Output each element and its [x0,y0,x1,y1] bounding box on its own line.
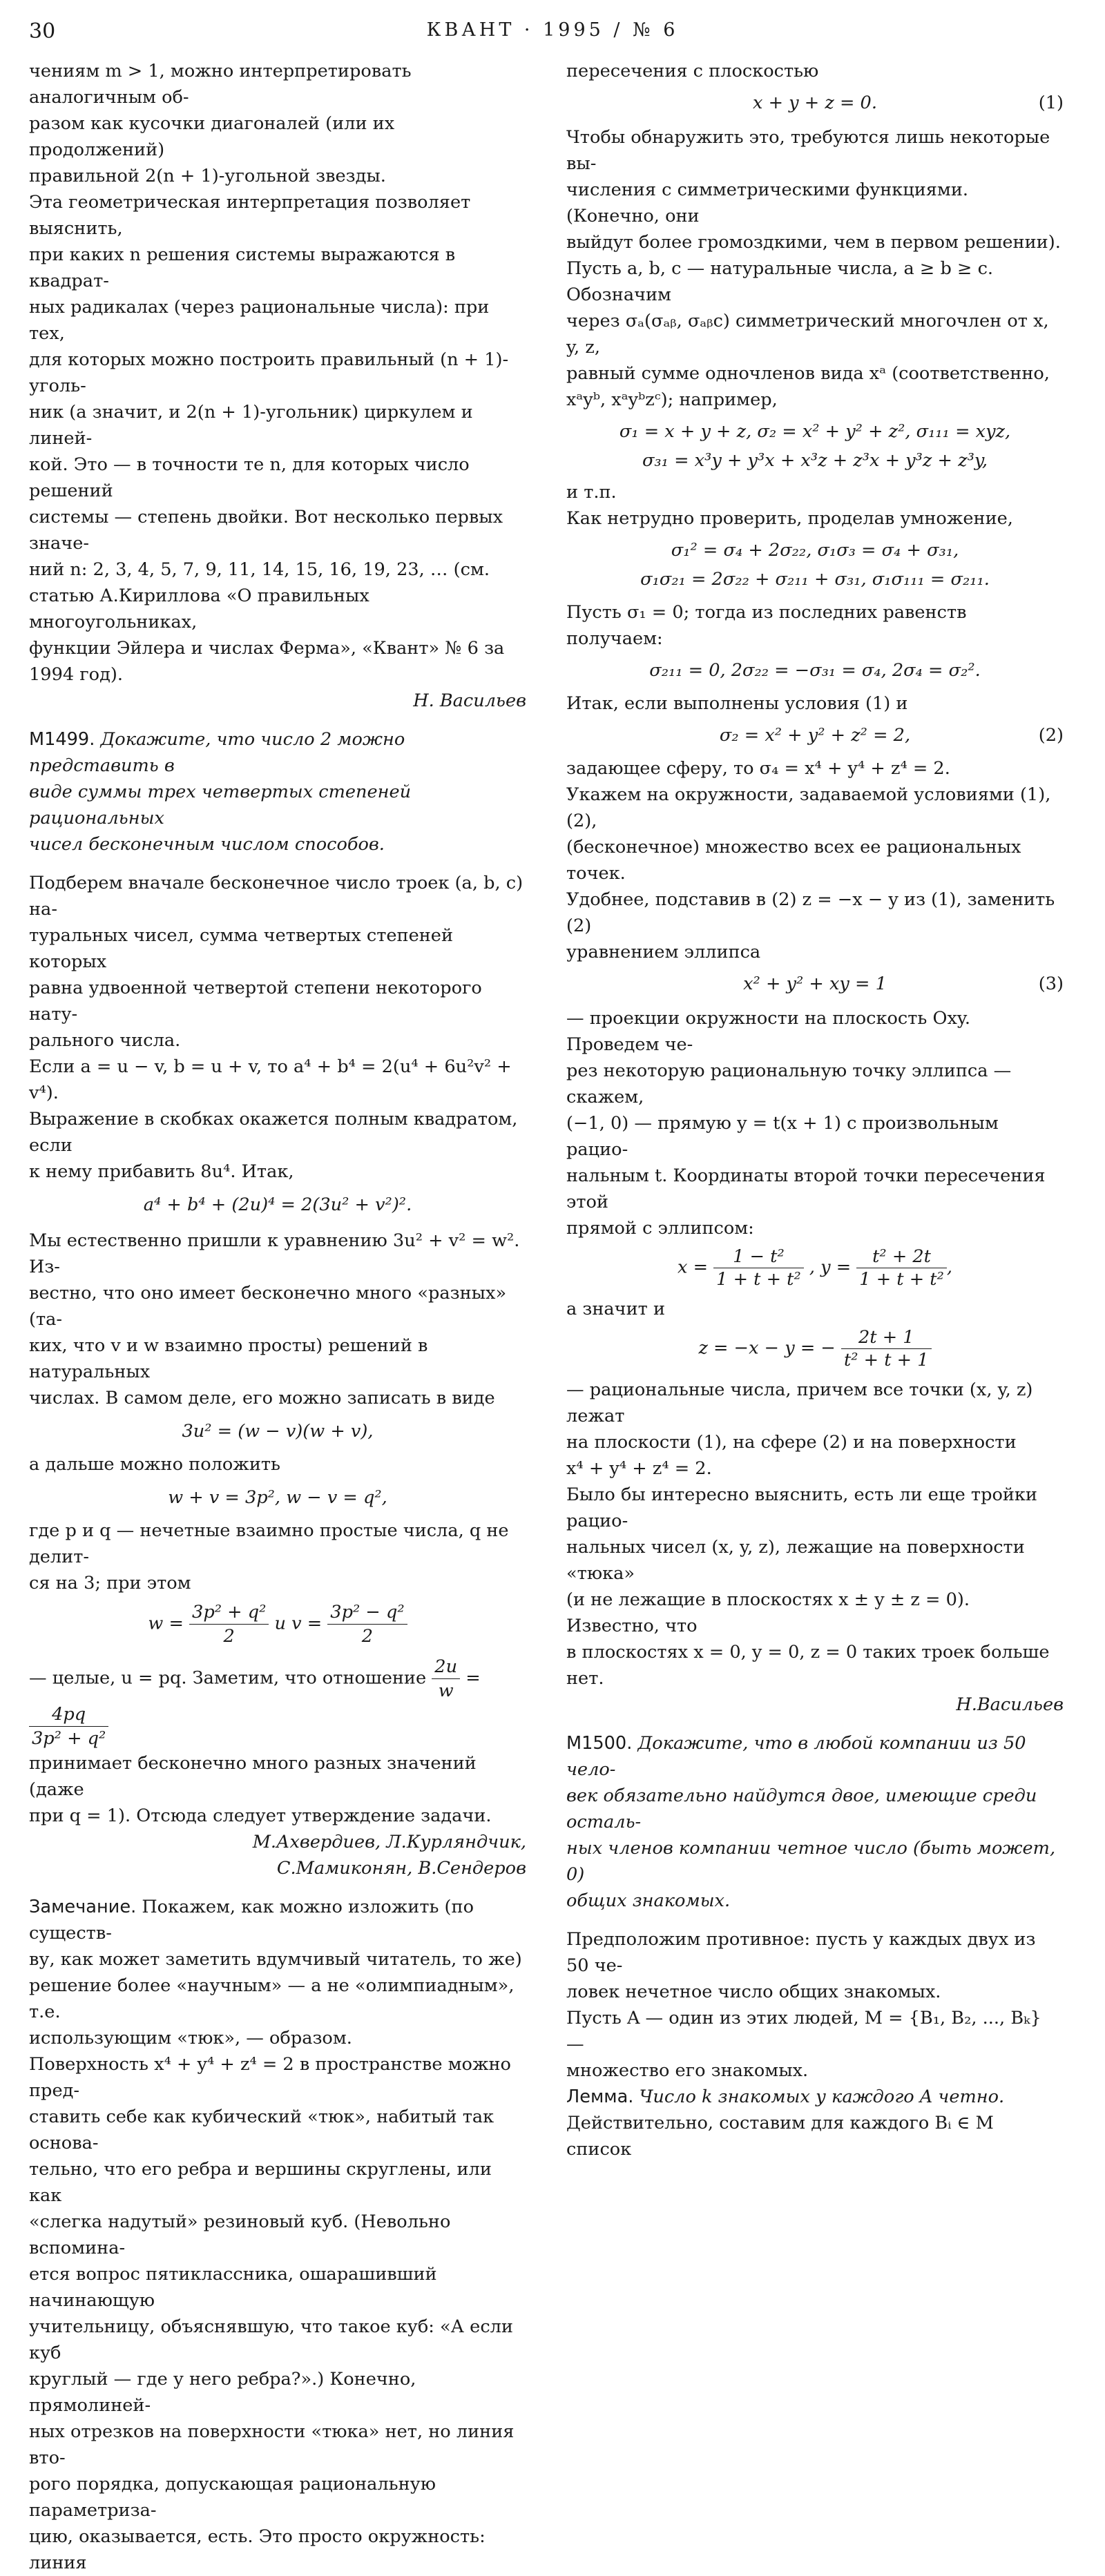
paragraph: — рациональные числа, причем все точки (x, y, z) лежат на плоскости (1), на сфере (2) и на поверхности x⁴ + y⁴ + z⁴ = 2. [566,1379,1033,1479]
equation: σ₁² = σ₄ + 2σ₂₂, σ₁σ₃ = σ₄ + σ₃₁, [671,540,959,561]
paragraph: Как нетрудно проверить, проделав умножение, [566,508,1013,529]
equation-number: (3) [1038,974,1064,994]
equation: a⁴ + b⁴ + (2u)⁴ = 2(3u² + v²)². [143,1194,412,1215]
equation: σ₁ = x + y + z, σ₂ = x² + y² + z², σ₁₁₁ = xyz, [619,421,1011,442]
running-head: КВАНТ · 1995 / № 6 [426,19,679,41]
problem-number: М1500. [566,1733,633,1754]
paragraph: Мы естественно пришли к уравнению 3u² + v² = w². Из- вестно, что оно имеет бесконечно много «разных» (та- ких, что v и w взаимно просты) решений в натуральных числах. В самом деле, его можно записать в виде [29,1230,520,1408]
page-number: 30 [29,19,56,43]
paragraph: Пусть A — один из этих людей, M = {B₁, B₂, ..., Bₖ} — множество его знакомых. [566,2008,1041,2081]
paragraph: Поверхность x⁴ + y⁴ + z⁴ = 2 в пространстве можно пред- ставить себе как кубический «тюк», набитый так основа- тельно, что его ребра и вершины скруглены, или как «слегка надутый» резиновый куб. (Невольно вспомина- ется вопрос пятиклассника, ошарашивший начинающую учительницу, объяснявшую, что такое куб: «А если куб круглый — где у него ребра?».) Конечно, прямолиней- ных отрезков на поверхности «тюка» нет, но линия вто- рого порядка, допускающая рациональную параметриза- цию, оказывается, есть. Это просто окружность: линия [29,2054,515,2573]
paragraph: а дальше можно положить [29,1454,280,1475]
paragraph: принимает бесконечно много разных значений (даже при q = 1). Отсюда следует утверждение задачи. [29,1753,492,1826]
equation: w = $\frac{\text{3p² + q²}}{2}$ и v = $\frac{\text{3p² − q²}}{2}$ [29,1600,526,1648]
right-column [566,58,1064,2162]
lemma: Лемма. Число k знакомых у каждого A четно. [566,2086,1005,2107]
paragraph: Подберем вначале бесконечное число троек (a, b, c) на- туральных чисел, сумма четвертых степеней которых равна удвоенной четвертой степени некоторого нату- рального числа. [29,873,523,1051]
equation: x + y + z = 0. (1) [566,90,1064,116]
equation-number: (2) [1038,725,1064,746]
equation-number: (1) [1038,93,1064,113]
author-signature: М.Ахвердиев, Л.Курляндчик, С.Мамиконян, В.Сендеров [252,1832,526,1879]
paragraph: Чтобы обнаружить это, требуются лишь некоторые вы- числения с симметрическими функциями. (Конечно, они выйдут более громоздкими, чем в первом решении). [566,127,1061,253]
paragraph: Если a = u − v, b = u + v, то a⁴ + b⁴ = 2(u⁴ + 6u²v² + v⁴). Выражение в скобках окажется полным квадратом, если к нему прибавить 8u⁴. Итак, [29,1056,518,1182]
paragraph: где p и q — нечетные взаимно простые числа, q не делит- ся на 3; при этом [29,1520,509,1594]
paragraph: пересечения с плоскостью [566,61,819,81]
lemma-label: Лемма. [566,2086,634,2107]
paragraph: и т.п. [566,482,617,503]
equation: z = −x − y = − $\frac{2t + 1}{\text{t² + t + 1}}$ [566,1326,1064,1371]
paragraph: Пусть σ₁ = 0; тогда из последних равенств получаем: [566,602,967,649]
equation: σ₂ = x² + y² + z² = 2, (2) [566,722,1064,748]
problem-number: М1499. [29,729,95,750]
paragraph: чениям m > 1, можно интерпретировать аналогичным об- разом как кусочки диагоналей (или их продолжений) правильной 2(n + 1)-угольной звезды. [29,61,412,186]
author-signature: Н.Васильев [956,1694,1064,1715]
equation: w + v = 3p², w − v = q², [168,1487,387,1508]
remark-label: Замечание. [29,1897,137,1917]
equation: σ₃₁ = x³y + y³x + x³z + z³x + y³z + z³y, [642,450,988,471]
equation: x = $\frac{\text{1 − t²}}{\text{1 + t + t²}}$ , y = $\frac{\text{t² + 2t}}{\text{1 + t + t²}}$ , [678,1246,952,1290]
paragraph: Пусть a, b, c — натуральные числа, a ≥ b ≥ c. Обозначим через σₐ(σₐᵦ, σₐᵦc) симметрический многочлен от x, y, z, равный сумме одночленов вида xᵃ (соответственно, xᵃyᵇ, xᵃyᵇzᶜ); например, [566,258,1050,410]
paragraph: Эта геометрическая интерпретация позволяет выяснить, при каких n решения системы выражаются в квадрат- ных радикалах (через рациональные числа): при тех, для которых можно построить правильный (n + 1)-уголь- ник (а значит, и 2(n + 1)-угольник) циркулем и линей- кой. Это — в точности те n, для которых число решений системы — степень двойки. Вот несколько первых значе- ний n: 2, 3, 4, 5, 7, 9, 11, 14, 15, 16, 19, 23, … (см. статью А.Кириллова «О правильных многоугольниках, функции Эйлера и числах Ферма», «Квант» № 6 за 1994 год). [29,192,509,685]
paragraph: Предположим противное: пусть у каждых двух из 50 че- ловек нечетное число общих знакомых. [566,1929,1036,2002]
problem-statement: М1499. Докажите, что число 2 можно представить в виде суммы трех четвертых степеней рациональных чисел бесконечным числом способов. [29,729,412,855]
paragraph: — проекции окружности на плоскость Oxy. Проведем че- рез некоторую рациональную точку эллипса — скажем, (−1, 0) — прямую y = t(x + 1) с произвольным рацио- нальным t. Координаты второй точки пересечения этой прямой с эллипсом: [566,1008,1046,1239]
remark: Замечание. Покажем, как можно изложить (по существ- ву, как может заметить вдумчивый читатель, то же) решение более «научным» — а не «олимпиадным», т.е. использующим «тюк», — образом. [29,1897,522,2049]
paragraph: Действительно, составим для каждого Bᵢ ∈ M список [566,2113,994,2160]
paragraph: а значит и [566,1299,666,1319]
paragraph: задающее сферу, то σ₄ = x⁴ + y⁴ + z⁴ = 2. Укажем на окружности, задаваемой условиями (1), (2), (бесконечное) множество всех ее рациональных точек. Удобнее, подставив в (2) z = −x − y из (1), заменить (2) уравнением эллипса [566,758,1055,962]
equation: σ₁σ₂₁ = 2σ₂₂ + σ₂₁₁ + σ₃₁, σ₁σ₁₁₁ = σ₂₁₁. [640,569,990,590]
page-header [29,19,1076,47]
paragraph: Было бы интересно выяснить, есть ли еще тройки рацио- нальных чисел (x, y, z), лежащие на поверхности «тюка» (и не лежащие в плоскостях x ± y ± z = 0). Известно, что в плоскостях x = 0, y = 0, z = 0 таких троек больше нет. [566,1484,1050,1689]
problem-statement: М1500. Докажите, что в любой компании из 50 чело- век обязательно найдутся двое, имеющие среди осталь- ных членов компании четное число (быть может, 0) общих знакомых. [566,1733,1056,1911]
equation: x² + y² + xy = 1 (3) [566,971,1064,997]
paragraph: Итак, если выполнены условия (1) и [566,693,908,714]
author-signature: Н. Васильев [413,690,526,711]
equation: 3u² = (w − v)(w + v), [182,1421,374,1442]
paragraph: — целые, u = pq. Заметим, что отношение $\frac{2u}{w}$ = $\frac{4pq}{\text{3p² + q²}}$ [29,1656,481,1749]
equation: σ₂₁₁ = 0, 2σ₂₂ = −σ₃₁ = σ₄, 2σ₄ = σ₂². [649,660,981,681]
left-column [29,58,526,2576]
